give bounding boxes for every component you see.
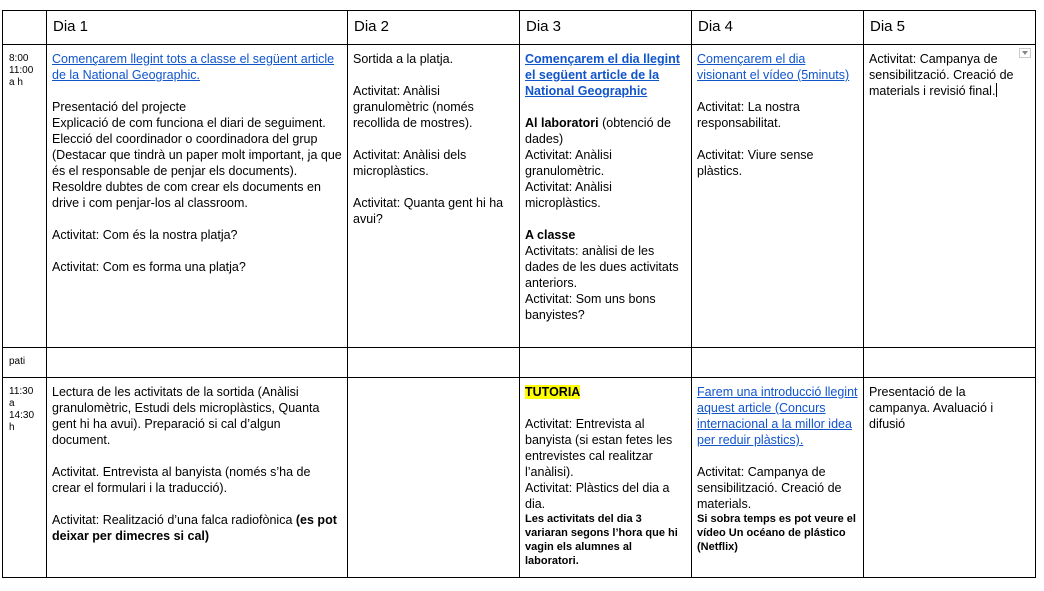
morning-day-5[interactable] [864, 45, 1036, 348]
day4-pm-note: Si sobra temps es pot veure el vídeo Un océano de plástico (Netflix) [697, 513, 856, 553]
class-title: A classe [525, 228, 576, 242]
header-day-2: Dia 2 [348, 11, 520, 45]
header-day-4: Dia 4 [692, 11, 864, 45]
cell-dropdown-icon[interactable] [1019, 48, 1031, 58]
video-link-day-4[interactable]: Començarem el dia visionant el vídeo (5minuts) [697, 52, 850, 82]
day2-activity: Activitat: Anàlisi dels microplàstics. [353, 148, 467, 178]
break-cell [348, 348, 520, 378]
lab-subtitle: (obtenció de dades) [525, 116, 671, 146]
day1-pm-activity-note: (es pot deixar per dimecres si cal) [52, 513, 337, 543]
afternoon-row [3, 378, 1036, 578]
day4-activity: Activitat: Viure sense plàstics. [697, 148, 814, 178]
day5-activity: Activitat: Campanya de sensibilització. Creació de materials i revisió final. [869, 52, 1014, 98]
tutoria-badge: TUTORIA [525, 385, 581, 399]
lab-heading [525, 115, 686, 147]
lab-title: Al laboratori [525, 116, 599, 130]
day2-intro: Sortida a la platja. [353, 52, 454, 66]
morning-day-4 [692, 45, 864, 348]
afternoon-time-start: 11:30 [9, 386, 34, 397]
morning-time [3, 45, 47, 348]
morning-day-1 [47, 45, 348, 348]
break-cell [47, 348, 348, 378]
morning-day-3 [520, 45, 692, 348]
day1-line: Resoldre dubtes de com crear els documents en drive i com penjar-los al classroom. [52, 180, 321, 210]
day5-pm-text: Presentació de la campanya. Avaluació i difusió [869, 385, 994, 431]
afternoon-time-end: 14:30 [9, 410, 35, 421]
afternoon-day-1 [47, 378, 348, 578]
break-label: pati [3, 348, 47, 378]
header-cell-empty [3, 11, 47, 45]
day4-pm-activity: Activitat: Campanya de sensibilització. Creació de materials. [697, 465, 842, 511]
afternoon-time-sep: a [9, 398, 15, 409]
day4-activity: Activitat: La nostra responsabilitat. [697, 100, 800, 130]
day3-activity: Activitats: anàlisi de les dades de les dues activitats anteriors. [525, 244, 679, 290]
day1-line: Explicació de com funciona el diari de seguiment. [52, 116, 326, 130]
afternoon-time [3, 378, 47, 578]
schedule-table [2, 10, 1036, 578]
day1-activity: Activitat: Com es forma una platja? [52, 260, 246, 274]
day1-pm-activity-text: Activitat: Realització d’una falca radiofònica [52, 513, 296, 527]
day3-pm-activity: Activitat: Entrevista al banyista (si estan fetes les entrevistes cal realitzar l’anàlisi). [525, 417, 673, 479]
morning-time-start: 8:00 [9, 53, 29, 64]
day3-activity: Activitat: Anàlisi granulomètric. [525, 148, 612, 178]
day1-line: Elecció del coordinador o coordinadora del grup (Destacar que tindrà un paper molt important, ja que és el responsable de penjar els documents). [52, 132, 342, 178]
morning-day-2 [348, 45, 520, 348]
day1-pm-activity: Activitat. Entrevista al banyista (només s’ha de crear el formulari i la traducció). [52, 465, 311, 495]
header-row [3, 11, 1036, 45]
header-day-3: Dia 3 [520, 11, 692, 45]
day1-pm-intro: Lectura de les activitats de la sortida (Anàlisi granulomètric, Estudi dels microplàstics, Quanta gent hi ha avui). Preparació si cal d’algun document. [52, 385, 320, 447]
break-cell [692, 348, 864, 378]
day1-activity: Activitat: Com és la nostra platja? [52, 228, 238, 242]
day3-activity: Activitat: Anàlisi microplàstics. [525, 180, 612, 210]
morning-time-end: 11:00 [9, 65, 34, 76]
break-cell [864, 348, 1036, 378]
national-geographic-link-day-3[interactable]: Començarem el dia llegint el següent article de la National Geographic [525, 52, 680, 98]
morning-time-unit: a h [9, 77, 23, 88]
afternoon-day-5 [864, 378, 1036, 578]
day3-pm-activity: Activitat: Plàstics del dia a dia. [525, 481, 670, 511]
day2-activity: Activitat: Quanta gent hi ha avui? [353, 196, 504, 226]
day2-activity: Activitat: Anàlisi granulomètric (només recollida de mostres). [353, 84, 474, 130]
national-geographic-link-day-1[interactable]: Començarem llegint tots a classe el següent article de la National Geographic. [52, 52, 335, 82]
break-row [3, 348, 1036, 378]
afternoon-day-3 [520, 378, 692, 578]
contest-article-link[interactable]: Farem una introducció llegint aquest article (Concurs internacional a la millor idea per reduir plàstics). [697, 385, 858, 447]
header-day-1: Dia 1 [47, 11, 348, 45]
morning-row [3, 45, 1036, 348]
break-cell [520, 348, 692, 378]
text-cursor [996, 83, 997, 97]
day1-line: Presentació del projecte [52, 100, 187, 114]
day3-pm-note: Les activitats del dia 3 variaran segons l’hora que hi vagin els alumnes al laboratori. [525, 513, 678, 567]
day3-activity: Activitat: Som uns bons banyistes? [525, 292, 656, 322]
afternoon-day-2 [348, 378, 520, 578]
afternoon-day-4 [692, 378, 864, 578]
afternoon-time-unit: h [9, 422, 15, 433]
day1-pm-activity-2 [52, 512, 342, 544]
header-day-5: Dia 5 [864, 11, 1036, 45]
